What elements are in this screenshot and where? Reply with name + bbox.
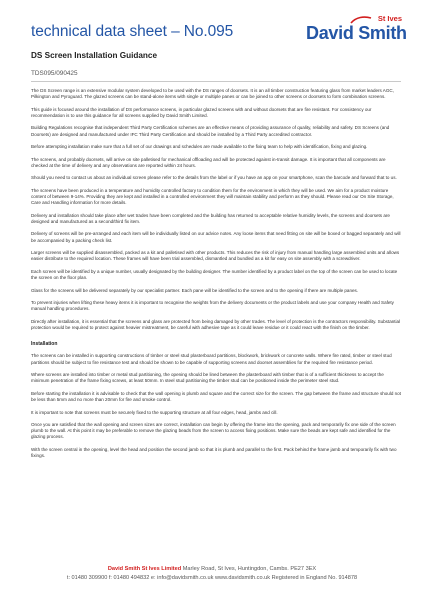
intro-paragraph: Directly after installation, it is essential that the screens and glass are protected from being damaged by other trades. The level of protection is the contractors responsibility. Substantial protection would be required to protect against heavier mistreatment, be careful with adhesive tape as it could leave residue or it could react with the finish on the timber.: [31, 318, 401, 330]
intro-paragraph: Delivery and installation should take place after wet trades have been completed and the building has returned to acceptable relative humidity levels, the screens and doorsets are designed and manufactured as a second/third fix item.: [31, 212, 390, 224]
intro-paragraph: The DS Screen range is an extensive modular system developed to be used with the DS ranges of doorsets. It is an all timber construction featuring glass from market leaders AGC, Pilkington and Pyroguard. The glazed screens can be stand-alone items with single or multiple panes or can be joined to other screens or doorsets to form combination screens.: [31, 88, 394, 100]
installation-paragraph: Once you are satisfied that the wall opening and screen sizes are correct, installation can begin by offering the frame into the opening, pack and temporarily fix one side of the screen plumb to the wall. At this point it may be preferable to remove the glazing beads from the screen to access fixing positions. Make sure the beads are kept safe and identified for the glazing process.: [31, 422, 396, 440]
footer-address-line: [0, 565, 424, 574]
intro-paragraph: To prevent injuries when lifting these heavy items it is important to recognise the weights from the delivery documents or the product labels and use your company Health and Safety manual handling procedures.: [31, 300, 394, 312]
intro-paragraph: Larger screens will be supplied disassembled, packed as a kit and palletised with other products. This reduces the risk of injury from manual handling large assembled units and allows easier distribute to the required location. These frames will have been trial assembled, dismantled and bundled as a kit for easy on site assembly with a screwdriver.: [31, 250, 400, 262]
intro-paragraph: This guide is focused around the installation of DS performance screens, in particular glazed screens with and without doorsets that are fire resistant. For consistency our recommendation is to use this guidance for all screens supplied by David Smith Limited.: [31, 106, 372, 118]
logo-tagline: St Ives: [377, 14, 402, 23]
page-footer: [0, 565, 424, 583]
installation-paragraph: Before starting the installation it is advisable to check that the wall opening is plumb and square and the correct size for the screen. The gap between the frame and structure should not be less than 5mm and no more than 20mm for fire and smoke control.: [31, 390, 401, 403]
logo-wordmark: David Smith: [306, 23, 407, 43]
footer-contact: t: 01480 309900 f: 01480 494832 e: info@davidsmith.co.uk www.davidsmith.co.uk Registered in England No. 914878: [66, 575, 358, 581]
intro-paragraph: Each screen will be identified by a unique number, usually designated by the building designer. The number identified by a product label on the top of the screen can be used to locate the screen on the floor plan.: [31, 268, 398, 281]
intro-paragraph: The screens, and probably doorsets, will arrive on site palletised for mechanical offloading and will be protected against in-transit damage. It is important that all components are checked at the time of delivery and any observations are reported within 24 hours.: [31, 156, 386, 168]
document-reference: TDS095/090425: [31, 70, 78, 77]
header-divider: [31, 81, 401, 82]
installation-paragraph: With the screen central in the opening, level the head and position the second jamb so that it is plumb and parallel to the first. Pack behind the frame jamb and temporarily fix with two fixings.: [31, 447, 397, 459]
intro-paragraph: Building Regulations recognise that independent Third Party Certification schemes are an effective means of providing assurance of quality, reliability and safety. DS Screens (and Doorsets) are designed and manufactured under IFC Third Party Certification and should be installed by a Third Party accredited contractor.: [31, 125, 390, 137]
footer-address: Marley Road, St Ives, Huntingdon, Cambs. PE27 3EX: [182, 566, 317, 572]
installation-paragraph: It is important to note that screens must be securely fixed to the supporting structure at all four edges, head, jambs and cill.: [31, 409, 278, 415]
intro-paragraph: Glass for the screens will be delivered separately by our specialist partner. Each pane will be identified to the screen and to the opening if there are multiple panes.: [31, 287, 359, 293]
installation-paragraph: The screens can be installed in supporting constructions of timber or steel stud plasterboard partitions, blockwork, brickwork or concrete walls. Where fire rated, timber or steel stud partitions should be subject to fire resistance test and should be shown to be capable of supporting screens and doorset assemblies for the required fire resistance period.: [31, 353, 392, 365]
intro-paragraph: Delivery of screens will be pre-arranged and each item will be individually listed on our advice notes. Any loose items that need fitting on site will be boxed or bagged separately and will be accompanied by a packing check list.: [31, 231, 401, 243]
company-logo: [306, 14, 407, 54]
intro-paragraph: Before attempting installation make sure that a full set of our drawings and schedules are made available to the fixing team to help with identification, fixing and glazing.: [31, 144, 368, 150]
intro-paragraph: The screens have been produced in a temperature and humidity controlled factory to condition them for the environment in which they will be used. We aim for a product moisture content of between 9-14%. Providing they are kept and installed in a controlled environment they will maintain stability and perform as they should. Please read our On Site Storage, Care and Handling information for more details.: [31, 187, 394, 206]
document-title: technical data sheet – No.095: [31, 23, 234, 40]
installation-heading: Installation: [31, 341, 58, 348]
footer-company: David Smith St Ives Limited: [107, 566, 182, 572]
document-subtitle: DS Screen Installation Guidance: [31, 51, 158, 60]
intro-paragraph: Should you need to contact us about an individual screen please refer to the details from the label or if you have an app on your smartphone, scan the barcode and forward that to us.: [31, 175, 397, 181]
document-body: [31, 88, 401, 466]
installation-paragraph: Where screens are installed into timber or metal stud partitioning, the opening should be lined between the plasterboard with timber that is of a sufficient thickness to accept the minimum penetration of the frame fixing screws, at least 50mm. In steel stud partitioning the timber stud can be positioned inside the perimeter steel stud.: [31, 372, 384, 384]
